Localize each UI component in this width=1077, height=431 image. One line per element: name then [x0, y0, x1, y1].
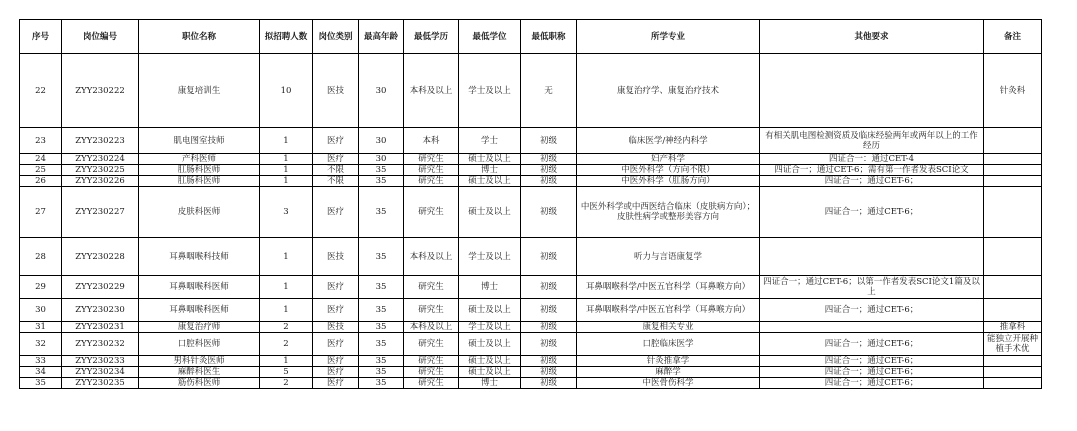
cell-category: 医疗 [313, 128, 359, 154]
recruitment-table [19, 19, 1042, 389]
cell-serial: 31 [20, 322, 62, 333]
table-row [20, 276, 1042, 299]
header-cell: 所学专业 [577, 20, 760, 54]
cell-other-requirements: 四证合一；通过CET-6；需有第一作者发表SCI论文 [760, 165, 984, 176]
cell-other-requirements: 四证合一；通过CET-6； [760, 299, 984, 322]
cell-hire-count: 2 [260, 322, 313, 333]
cell-min-degree: 博士 [459, 276, 521, 299]
cell-max-age: 30 [359, 128, 404, 154]
cell-min-rank: 初级 [521, 187, 577, 238]
cell-post-title: 男科针灸医师 [139, 356, 260, 367]
cell-remarks [984, 128, 1042, 154]
cell-hire-count: 1 [260, 165, 313, 176]
cell-serial: 22 [20, 54, 62, 128]
cell-remarks: 能独立开展种植手术优 [984, 333, 1042, 356]
cell-remarks [984, 299, 1042, 322]
cell-max-age: 35 [359, 187, 404, 238]
cell-min-degree: 学士及以上 [459, 322, 521, 333]
cell-min-education: 本科及以上 [404, 54, 459, 128]
cell-min-degree: 硕士及以上 [459, 187, 521, 238]
cell-min-education: 本科 [404, 128, 459, 154]
cell-major: 耳鼻咽喉科学/中医五官科学（耳鼻喉方向） [577, 299, 760, 322]
cell-category: 医技 [313, 322, 359, 333]
cell-hire-count: 1 [260, 276, 313, 299]
cell-min-degree: 硕士及以上 [459, 154, 521, 165]
cell-post-code: ZYY230228 [62, 238, 139, 276]
cell-other-requirements: 四证合一；通过CET-6； [760, 176, 984, 187]
cell-min-education: 本科及以上 [404, 238, 459, 276]
cell-hire-count: 1 [260, 128, 313, 154]
cell-min-degree: 学士 [459, 128, 521, 154]
cell-min-rank: 初级 [521, 128, 577, 154]
cell-category: 医疗 [313, 356, 359, 367]
cell-remarks [984, 356, 1042, 367]
cell-post-code: ZYY230222 [62, 54, 139, 128]
cell-hire-count: 1 [260, 176, 313, 187]
cell-serial: 23 [20, 128, 62, 154]
cell-major: 口腔临床医学 [577, 333, 760, 356]
cell-min-degree: 博士 [459, 378, 521, 389]
cell-max-age: 35 [359, 322, 404, 333]
cell-hire-count: 1 [260, 299, 313, 322]
table-row [20, 367, 1042, 378]
cell-post-code: ZYY230225 [62, 165, 139, 176]
cell-min-rank: 初级 [521, 356, 577, 367]
cell-major: 听力与言语康复学 [577, 238, 760, 276]
cell-min-education: 研究生 [404, 154, 459, 165]
cell-post-title: 耳鼻咽喉科医师 [139, 276, 260, 299]
cell-max-age: 35 [359, 367, 404, 378]
cell-category: 医疗 [313, 276, 359, 299]
header-cell: 其他要求 [760, 20, 984, 54]
cell-post-code: ZYY230232 [62, 333, 139, 356]
cell-post-title: 皮肤科医师 [139, 187, 260, 238]
cell-other-requirements: 四证合一；通过CET-6；以第一作者发表SCI论文1篇及以上 [760, 276, 984, 299]
cell-serial: 34 [20, 367, 62, 378]
header-cell: 备注 [984, 20, 1042, 54]
cell-min-degree: 学士及以上 [459, 54, 521, 128]
cell-min-degree: 硕士及以上 [459, 356, 521, 367]
cell-hire-count: 3 [260, 187, 313, 238]
cell-min-degree: 硕士及以上 [459, 299, 521, 322]
cell-post-title: 肌电图室技师 [139, 128, 260, 154]
cell-other-requirements: 四证合一；通过CET-6； [760, 333, 984, 356]
cell-other-requirements: 四证合一；通过CET-6； [760, 367, 984, 378]
cell-other-requirements: 有相关肌电图检测资质及临床经验两年或两年以上的工作经历 [760, 128, 984, 154]
cell-min-rank: 初级 [521, 378, 577, 389]
table-row [20, 187, 1042, 238]
cell-category: 医技 [313, 54, 359, 128]
cell-post-title: 产科医师 [139, 154, 260, 165]
cell-max-age: 35 [359, 165, 404, 176]
cell-min-rank: 初级 [521, 154, 577, 165]
cell-major: 康复治疗学、康复治疗技术 [577, 54, 760, 128]
cell-min-degree: 硕士及以上 [459, 333, 521, 356]
cell-category: 医疗 [313, 367, 359, 378]
header-row [20, 20, 1042, 54]
cell-min-rank: 初级 [521, 367, 577, 378]
table-row [20, 176, 1042, 187]
cell-min-education: 研究生 [404, 299, 459, 322]
cell-post-code: ZYY230235 [62, 378, 139, 389]
cell-post-title: 口腔科医师 [139, 333, 260, 356]
table-row [20, 54, 1042, 128]
cell-remarks [984, 378, 1042, 389]
cell-serial: 29 [20, 276, 62, 299]
cell-hire-count: 2 [260, 333, 313, 356]
cell-remarks [984, 238, 1042, 276]
table-row [20, 165, 1042, 176]
cell-serial: 35 [20, 378, 62, 389]
cell-min-rank: 初级 [521, 165, 577, 176]
cell-post-title: 肛肠科医师 [139, 165, 260, 176]
table-row [20, 378, 1042, 389]
cell-post-title: 耳鼻咽喉科技师 [139, 238, 260, 276]
cell-post-title: 耳鼻咽喉科医师 [139, 299, 260, 322]
cell-post-title: 康复培训生 [139, 54, 260, 128]
header-cell: 岗位编号 [62, 20, 139, 54]
cell-post-code: ZYY230223 [62, 128, 139, 154]
cell-post-code: ZYY230224 [62, 154, 139, 165]
cell-category: 不限 [313, 176, 359, 187]
cell-remarks [984, 154, 1042, 165]
cell-hire-count: 1 [260, 356, 313, 367]
cell-other-requirements: 四证合一；通过CET-6； [760, 356, 984, 367]
cell-category: 不限 [313, 165, 359, 176]
cell-min-education: 研究生 [404, 165, 459, 176]
header-cell: 岗位类别 [313, 20, 359, 54]
cell-post-code: ZYY230226 [62, 176, 139, 187]
cell-post-title: 麻醉科医生 [139, 367, 260, 378]
cell-min-degree: 学士及以上 [459, 238, 521, 276]
cell-min-rank: 初级 [521, 238, 577, 276]
table-row [20, 128, 1042, 154]
cell-min-rank: 初级 [521, 299, 577, 322]
table-row [20, 333, 1042, 356]
cell-serial: 32 [20, 333, 62, 356]
table-row [20, 299, 1042, 322]
cell-category: 医疗 [313, 187, 359, 238]
header-cell: 序号 [20, 20, 62, 54]
cell-other-requirements: 四证合一；通过CET-6； [760, 378, 984, 389]
cell-max-age: 35 [359, 378, 404, 389]
cell-post-title: 康复治疗师 [139, 322, 260, 333]
cell-category: 医疗 [313, 299, 359, 322]
table-row [20, 238, 1042, 276]
cell-max-age: 35 [359, 333, 404, 356]
header-cell: 拟招聘人数 [260, 20, 313, 54]
cell-hire-count: 1 [260, 154, 313, 165]
cell-major: 妇产科学 [577, 154, 760, 165]
cell-max-age: 35 [359, 299, 404, 322]
cell-min-degree: 硕士及以上 [459, 367, 521, 378]
cell-post-code: ZYY230230 [62, 299, 139, 322]
cell-serial: 26 [20, 176, 62, 187]
cell-min-education: 研究生 [404, 367, 459, 378]
cell-other-requirements [760, 54, 984, 128]
header-cell: 最低职称 [521, 20, 577, 54]
cell-remarks: 针灸科 [984, 54, 1042, 128]
cell-max-age: 35 [359, 176, 404, 187]
cell-min-education: 研究生 [404, 176, 459, 187]
cell-min-education: 研究生 [404, 356, 459, 367]
cell-max-age: 35 [359, 238, 404, 276]
cell-serial: 30 [20, 299, 62, 322]
cell-max-age: 30 [359, 154, 404, 165]
table-row [20, 322, 1042, 333]
cell-category: 医疗 [313, 154, 359, 165]
cell-min-rank: 无 [521, 54, 577, 128]
table-row [20, 356, 1042, 367]
cell-major: 中医骨伤科学 [577, 378, 760, 389]
cell-max-age: 30 [359, 54, 404, 128]
cell-post-code: ZYY230231 [62, 322, 139, 333]
cell-serial: 33 [20, 356, 62, 367]
cell-serial: 25 [20, 165, 62, 176]
cell-serial: 24 [20, 154, 62, 165]
cell-post-title: 筋伤科医师 [139, 378, 260, 389]
cell-major: 麻醉学 [577, 367, 760, 378]
cell-major: 针灸推拿学 [577, 356, 760, 367]
cell-max-age: 35 [359, 356, 404, 367]
cell-major: 中医外科学或中西医结合临床（皮肤病方向）；皮肤性病学或整形美容方向 [577, 187, 760, 238]
cell-min-rank: 初级 [521, 333, 577, 356]
cell-post-code: ZYY230227 [62, 187, 139, 238]
cell-major: 耳鼻咽喉科学/中医五官科学（耳鼻喉方向） [577, 276, 760, 299]
cell-min-degree: 硕士及以上 [459, 176, 521, 187]
cell-post-title: 肛肠科医师 [139, 176, 260, 187]
cell-category: 医疗 [313, 378, 359, 389]
cell-hire-count: 2 [260, 378, 313, 389]
cell-min-rank: 初级 [521, 176, 577, 187]
cell-min-rank: 初级 [521, 322, 577, 333]
cell-max-age: 35 [359, 276, 404, 299]
cell-min-education: 研究生 [404, 276, 459, 299]
cell-remarks [984, 276, 1042, 299]
cell-other-requirements: 四证合一：通过CET-4 [760, 154, 984, 165]
table-row [20, 154, 1042, 165]
cell-min-education: 研究生 [404, 187, 459, 238]
cell-major: 康复相关专业 [577, 322, 760, 333]
cell-hire-count: 5 [260, 367, 313, 378]
cell-major: 中医外科学（肛肠方向） [577, 176, 760, 187]
cell-remarks [984, 187, 1042, 238]
header-cell: 最低学位 [459, 20, 521, 54]
cell-min-degree: 博士 [459, 165, 521, 176]
cell-min-education: 研究生 [404, 378, 459, 389]
cell-hire-count: 1 [260, 238, 313, 276]
cell-post-code: ZYY230234 [62, 367, 139, 378]
cell-min-rank: 初级 [521, 276, 577, 299]
cell-major: 临床医学/神经内科学 [577, 128, 760, 154]
cell-min-education: 研究生 [404, 333, 459, 356]
cell-serial: 27 [20, 187, 62, 238]
cell-major: 中医外科学（方向不限） [577, 165, 760, 176]
cell-remarks [984, 176, 1042, 187]
cell-category: 医疗 [313, 333, 359, 356]
cell-remarks: 推拿科 [984, 322, 1042, 333]
cell-other-requirements [760, 322, 984, 333]
header-cell: 职位名称 [139, 20, 260, 54]
cell-post-code: ZYY230233 [62, 356, 139, 367]
cell-remarks [984, 367, 1042, 378]
cell-category: 医技 [313, 238, 359, 276]
header-cell: 最低学历 [404, 20, 459, 54]
cell-other-requirements: 四证合一；通过CET-6； [760, 187, 984, 238]
header-cell: 最高年龄 [359, 20, 404, 54]
cell-serial: 28 [20, 238, 62, 276]
cell-other-requirements [760, 238, 984, 276]
cell-hire-count: 10 [260, 54, 313, 128]
cell-post-code: ZYY230229 [62, 276, 139, 299]
cell-min-education: 本科及以上 [404, 322, 459, 333]
cell-remarks [984, 165, 1042, 176]
